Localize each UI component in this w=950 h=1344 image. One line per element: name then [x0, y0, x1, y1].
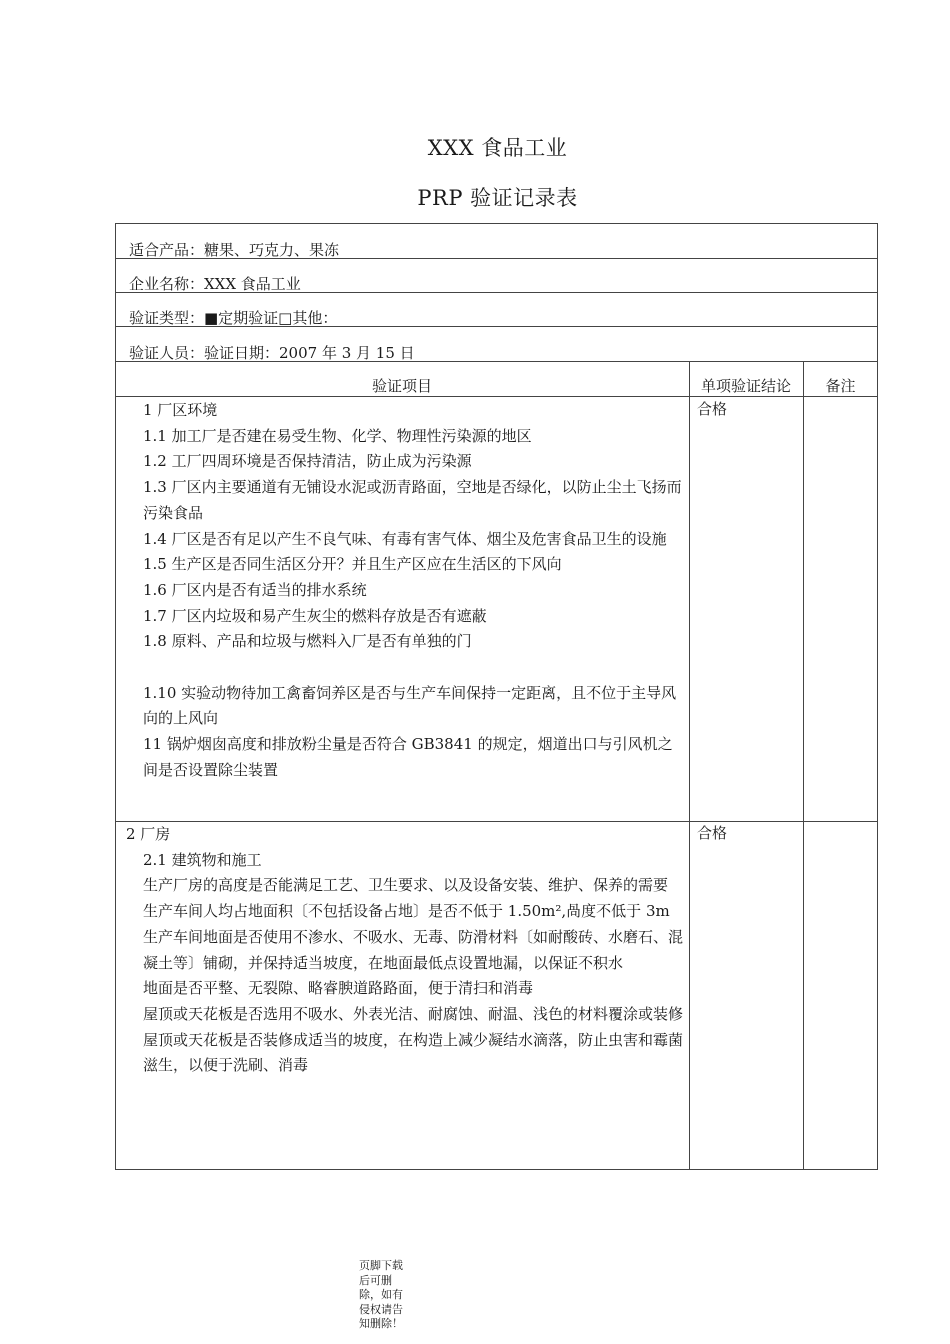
conclusion-section-1: 合格 — [697, 400, 728, 418]
column-divider — [689, 361, 690, 1170]
check-item: 屋顶或天花板是否装修成适当的坡度，在构造上减少凝结水滴落，防止虫害和霉菌滋生，以便于洗刷、消毒 — [143, 1030, 684, 1075]
enterprise-name: 企业名称：XXX 食品工业 — [129, 275, 301, 293]
check-item: 1.8 原料、产品和垃圾与燃料入厂是否有单独的门 — [143, 632, 472, 651]
check-item: 11 锅炉烟囱高度和排放粉尘量是否符合 GB3841 的规定，烟道出口与引风机之间是否设置除尘装置 — [143, 735, 673, 779]
blank-line — [126, 655, 686, 681]
check-item: 1.3 厂区内主要通道有无铺设水泥或沥青路面，空地是否绿化，以防止尘土飞扬而污染食品 — [143, 478, 682, 522]
check-item: 生产厂房的高度是否能满足工艺、卫生要求、以及设备安装、维护、保养的需要 — [143, 876, 669, 895]
footer-note: 页脚下载后可删除，如有侵权请告知删除！ — [359, 1259, 403, 1330]
row-divider — [115, 396, 878, 397]
check-item: 1.5 生产区是否同生活区分开？并且生产区应在生活区的下风向 — [143, 555, 562, 574]
check-item: 生产车间人均占地面积〔不包括设备占地〕是否不低于 1.50m²,咼度不低于 3m — [143, 902, 670, 921]
conclusion-section-2: 合格 — [697, 824, 728, 842]
verification-type: 验证类型：■定期验证□其他： — [129, 309, 338, 327]
check-item: 生产车间地面是否使用不渗水、不吸水、无毒、防滑材料〔如耐酸砖、水磨石、混凝土等〕铺砌，并保持适当坡度，在地面最低点设置地漏，以保证不积水 — [143, 927, 684, 972]
check-item: 屋顶或天花板是否选用不吸水、外表光洁、耐腐蚀、耐温、浅色的材料覆涂或装修 — [143, 1004, 684, 1023]
form-title: PRP 验证记录表 — [417, 186, 578, 210]
section-plant-environment — [126, 398, 686, 784]
check-item: 1.10 实验动物待加工禽畜饲养区是否与生产车间保持一定距离，且不位于主导风向的上风向 — [143, 683, 677, 728]
check-item: 1.4 厂区是否有足以产生不良气味、有毒有害气体、烟尘及危害食品卫生的设施 — [143, 529, 667, 548]
column-divider — [803, 361, 804, 1170]
check-item: 1.2 工厂四周环境是否保持清洁，防止成为污染源 — [143, 452, 472, 471]
section-heading: 1 厂区环境 — [143, 401, 218, 419]
check-item: 1.6 厂区内是否有适当的排水系统 — [143, 580, 367, 599]
check-item: 1.7 厂区内垃圾和易产生灰尘的燃料存放是否有遮蔽 — [143, 606, 487, 625]
sub-heading: 2.1 建筑物和施工 — [143, 850, 262, 869]
column-header-conclusion: 单项验证结论 — [700, 377, 791, 395]
column-header-item: 验证项目 — [371, 377, 432, 395]
column-header-remark: 备注 — [825, 377, 856, 395]
company-title: XXX 食品工业 — [427, 136, 568, 160]
check-item: 地面是否平整、无裂隙、略睿腴道路路面，便于清扫和消毒 — [143, 979, 534, 998]
verifier-and-date: 验证人员：验证日期：2007 年 3 月 15 日 — [129, 344, 415, 362]
section-plant-building — [126, 822, 686, 1079]
applicable-products: 适合产品：糖果、巧克力、果冻 — [129, 241, 340, 259]
section-heading: 2 厂房 — [126, 825, 171, 843]
check-item: 1.1 加工厂是否建在易受生物、化学、物理性污染源的地区 — [143, 426, 532, 445]
